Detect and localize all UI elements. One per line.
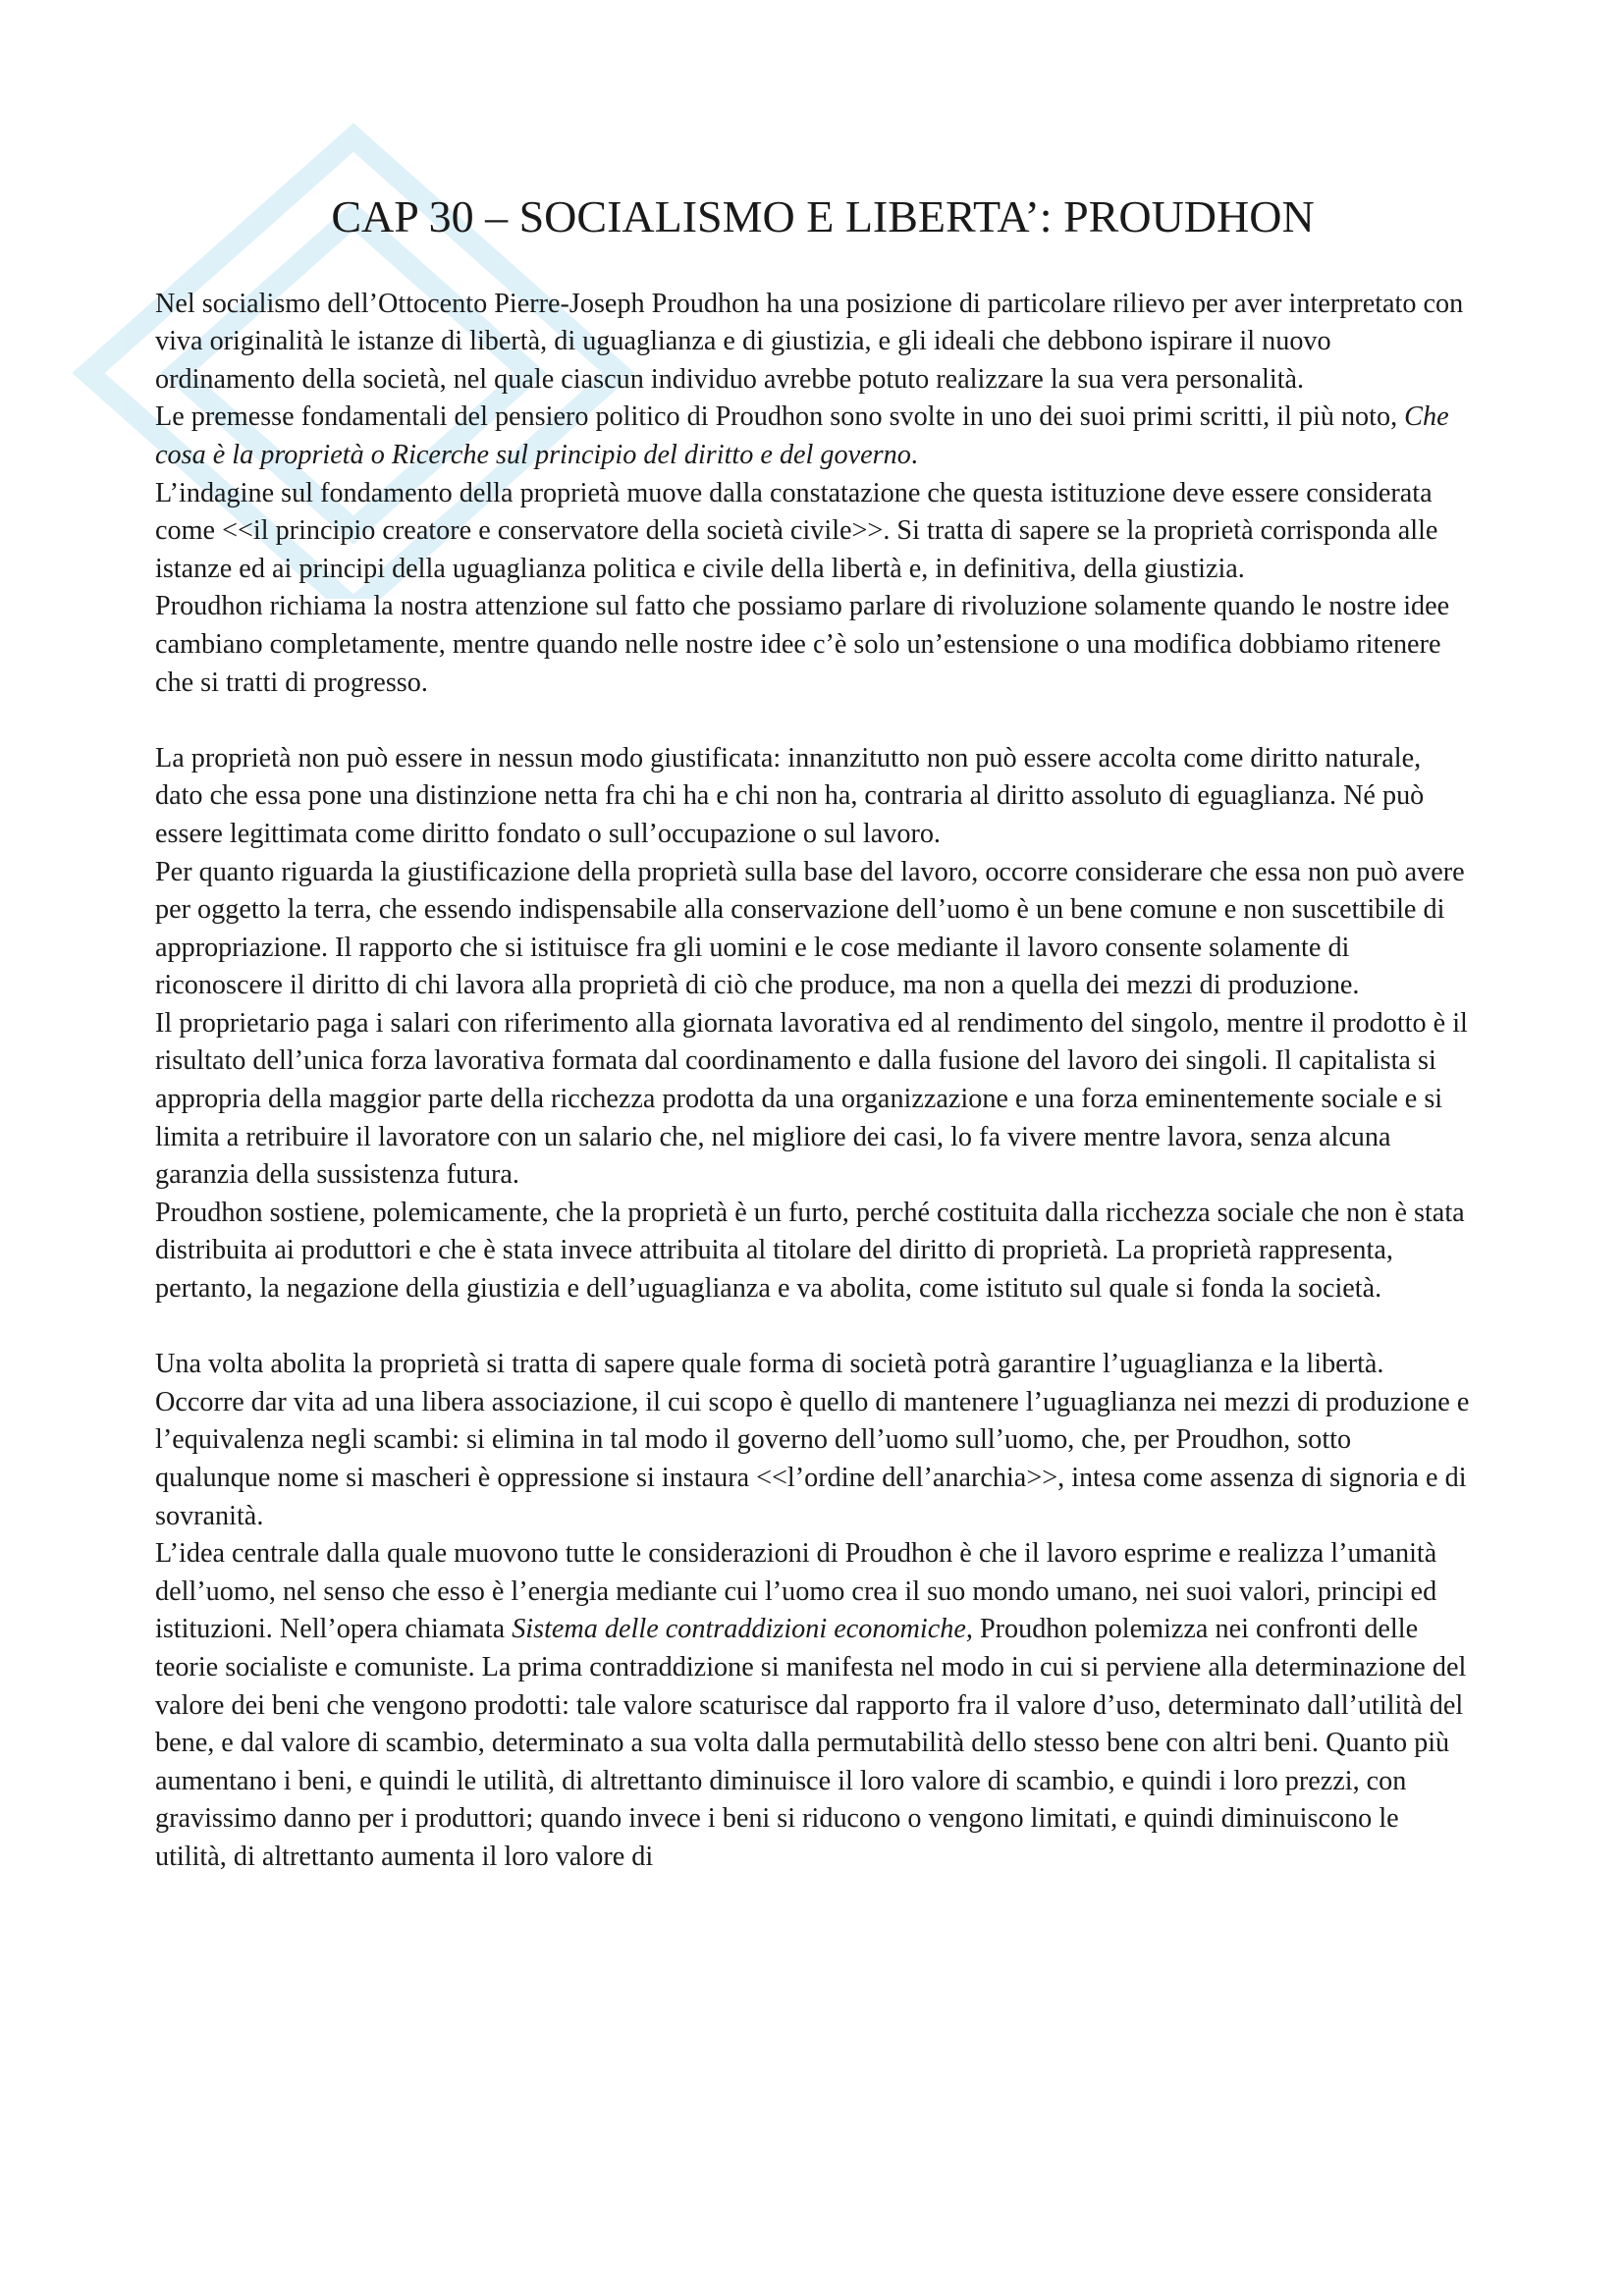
paragraph-text: Proudhon polemizza nei confronti delle teorie socialiste e comuniste. La prima contraddizione si manifesta nel modo in cui si perviene alla determinazione del valore dei beni che vengono prodotti: tale valore scaturisce dal rapporto fra il valore d’uso, determinato dall’utilità del bene, e dal valore di scambio, determinato a sua volta dalla permutabilità dello stesso bene con altri beni. Quanto più aumentano i beni, e quindi le utilità, di altrettanto diminuisce il loro valore di scambio, e quindi i loro prezzi, con gravissimo danno per i produttori; quando invece i beni si riducono o vengono limitati, e quindi diminuiscono le utilità, di altrettanto aumenta il loro valore di bbox=[155, 1614, 1467, 1872]
document-page bbox=[155, 192, 1471, 1877]
paragraph bbox=[155, 399, 1471, 474]
paragraph-spacer bbox=[155, 1308, 1471, 1347]
paragraph-text: L’indagine sul fondamento della proprietà muove dalla constatazione che questa istituzione deve essere considerata come <<il principio creatore e conservatore della società civile>>. Si tratta di sapere se la proprietà corrisponda alle istanze ed ai principi della uguaglianza politica e civile della libertà e, in definitiva, della giustizia. bbox=[155, 477, 1438, 584]
italic-title: Sistema delle contraddizioni economiche, bbox=[512, 1614, 973, 1645]
paragraph bbox=[155, 286, 1471, 400]
paragraph-text: Proudhon richiama la nostra attenzione sul fatto che possiamo parlare di rivoluzione solamente quando le nostre idee cambiano completamente, mentre quando nelle nostre idee c’è solo un’estensione o una modifica dobbiamo ritenere che si tratti di progresso. bbox=[155, 591, 1450, 698]
paragraph bbox=[155, 740, 1471, 854]
paragraph bbox=[155, 588, 1471, 702]
paragraph bbox=[155, 854, 1471, 1005]
paragraph-text: Proudhon sostiene, polemicamente, che la proprietà è un furto, perché costituita dalla ricchezza sociale che non è stata distribuita ai produttori e che è stata invece attribuita al titolare del diritto di proprietà. La proprietà rappresenta, pertanto, la negazione della giustizia e dell’uguaglianza e va abolita, come istituto sul quale si fonda la società. bbox=[155, 1197, 1465, 1305]
paragraph-text: Il proprietario paga i salari con riferimento alla giornata lavorativa ed al rendimento del singolo, mentre il prodotto è il risultato dell’unica forza lavorativa formata dal coordinamento e dalla fusione del lavoro dei singoli. Il capitalista si appropria della maggior parte della ricchezza prodotta da una organizzazione e una forza eminentemente sociale e si limita a retribuire il lavoratore con un salario che, nel migliore dei casi, lo fa vivere mentre lavora, senza alcuna garanzia della sussistenza futura. bbox=[155, 1007, 1468, 1191]
paragraph bbox=[155, 1005, 1471, 1195]
paragraph-text: Nel socialismo dell’Ottocento Pierre-Joseph Proudhon ha una posizione di particolare rilievo per aver interpretato con viva originalità le istanze di libertà, di uguaglianza e di giustizia, e gli ideali che debbono ispirare il nuovo ordinamento della società, nel quale ciascun individuo avrebbe potuto realizzare la sua vera personalità. bbox=[155, 288, 1464, 395]
paragraph-text: Le premesse fondamentali del pensiero politico di Proudhon sono svolte in uno dei suoi primi scritti, il più noto, bbox=[155, 401, 1405, 433]
paragraph-text: Per quanto riguarda la giustificazione della proprietà sulla base del lavoro, occorre considerare che essa non può avere per oggetto la terra, che essendo indispensabile alla conservazione dell’uomo è un bene comune e non suscettibile di appropriazione. Il rapporto che si istituisce fra gli uomini e le cose mediante il lavoro consente solamente di riconoscere il diritto di chi lavora alla proprietà di ciò che produce, ma non a quella dei mezzi di produzione. bbox=[155, 856, 1465, 1001]
paragraph bbox=[155, 1346, 1471, 1535]
paragraph-text: Una volta abolita la proprietà si tratta di sapere quale forma di società potrà garantire l’uguaglianza e la libertà. Occorre dar vita ad una libera associazione, il cui scopo è quello di mantenere l’uguaglianza nei mezzi di produzione e l’equivalenza negli scambi: si elimina in tal modo il governo dell’uomo sull’uomo, che, per Proudhon, sotto qualunque nome si mascheri è oppressione si instaura <<l’ordine dell’anarchia>>, intesa come assenza di signoria e di sovranità. bbox=[155, 1349, 1470, 1531]
document-title: CAP 30 – SOCIALISMO E LIBERTA’: PROUDHON bbox=[331, 191, 1315, 241]
paragraph bbox=[155, 475, 1471, 589]
paragraph bbox=[155, 1535, 1471, 1876]
italic-title: Che cosa è la proprietà o Ricerche sul principio del diritto e del governo bbox=[155, 401, 1449, 470]
paragraph-text: L’idea centrale dalla quale muovono tutte le considerazioni di Proudhon è che il lavoro esprime e realizza l’umanità dell’uomo, nel senso che esso è l’energia mediante cui l’uomo crea il suo mondo umano, nei suoi valori, principi ed istituzioni. Nell’opera chiamata bbox=[155, 1538, 1437, 1645]
paragraph-text: La proprietà non può essere in nessun modo giustificata: innanzitutto non può essere accolta come diritto naturale, dato che essa pone una distinzione netta fra chi ha e chi non ha, contraria al diritto assoluto di eguaglianza. Né può essere legittimata come diritto fondato o sull’occupazione o sul lavoro. bbox=[155, 742, 1425, 849]
paragraph-text: . bbox=[910, 439, 918, 470]
paragraph-spacer bbox=[155, 702, 1471, 740]
document-body bbox=[155, 286, 1471, 1877]
paragraph bbox=[155, 1195, 1471, 1308]
